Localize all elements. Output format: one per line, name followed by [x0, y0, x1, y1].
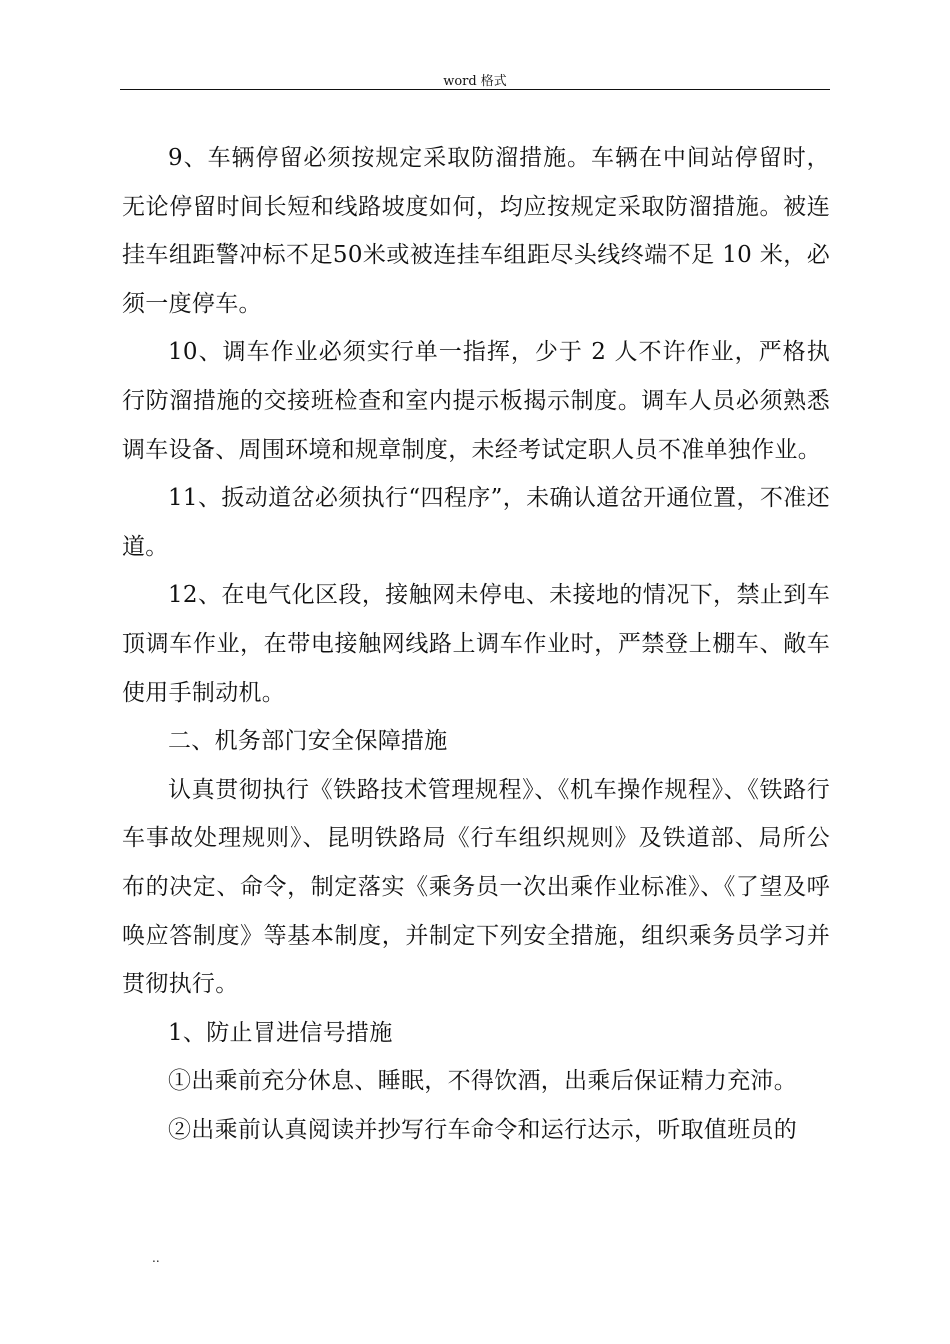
list-item-rest: ①出乘前充分休息、睡眠，不得饮酒，出乘后保证精力充沛。 [168, 1068, 798, 1095]
subheading-signal-overrun: 1、防止冒进信号措施 [168, 1019, 393, 1046]
list-item-orders: ②出乘前认真阅读并抄写行车命令和运行达示，听取值班员的 [168, 1116, 798, 1143]
document-body [122, 134, 830, 1154]
paragraph-vehicle-stopping: 9、车辆停留必须按规定采取防溜措施。车辆在中间站停留时，无论停留时间长短和线路坡度如何，均应按规定采取防溜措施。被连挂车组距警冲标不足50米或被连挂车组距尽头线终端不足 10 米，必须一度停车。 [122, 145, 830, 317]
page-header: word 格式 [443, 74, 507, 89]
paragraph-shunting-command: 10、调车作业必须实行单一指挥，少于 2 人不许作业，严格执行防溜措施的交接班检查和室内提示板揭示制度。调车人员必须熟悉调车设备、周围环境和规章制度，未经考试定职人员不准单独作业。 [122, 339, 830, 463]
paragraph-switch-operation: 11、扳动道岔必须执行“四程序”，未确认道岔开通位置，不准还道。 [122, 485, 830, 560]
section-heading-locomotive: 二、机务部门安全保障措施 [168, 728, 448, 755]
header-divider [120, 89, 830, 90]
paragraph-regulations: 认真贯彻执行《铁路技术管理规程》、《机车操作规程》、《铁路行车事故处理规则》、昆明铁路局《行车组织规则》及铁道部、局所公布的决定、命令，制定落实《乘务员一次出乘作业标准》、《了望及呼唤应答制度》等基本制度，并制定下列安全措施，组织乘务员学习并贯彻执行。 [122, 776, 830, 998]
page-footer: .. [152, 1251, 160, 1265]
paragraph-electrified-section: 12、在电气化区段，接触网未停电、未接地的情况下，禁止到车顶调车作业，在带电接触网线路上调车作业时，严禁登上棚车、敞车使用手制动机。 [122, 582, 830, 706]
